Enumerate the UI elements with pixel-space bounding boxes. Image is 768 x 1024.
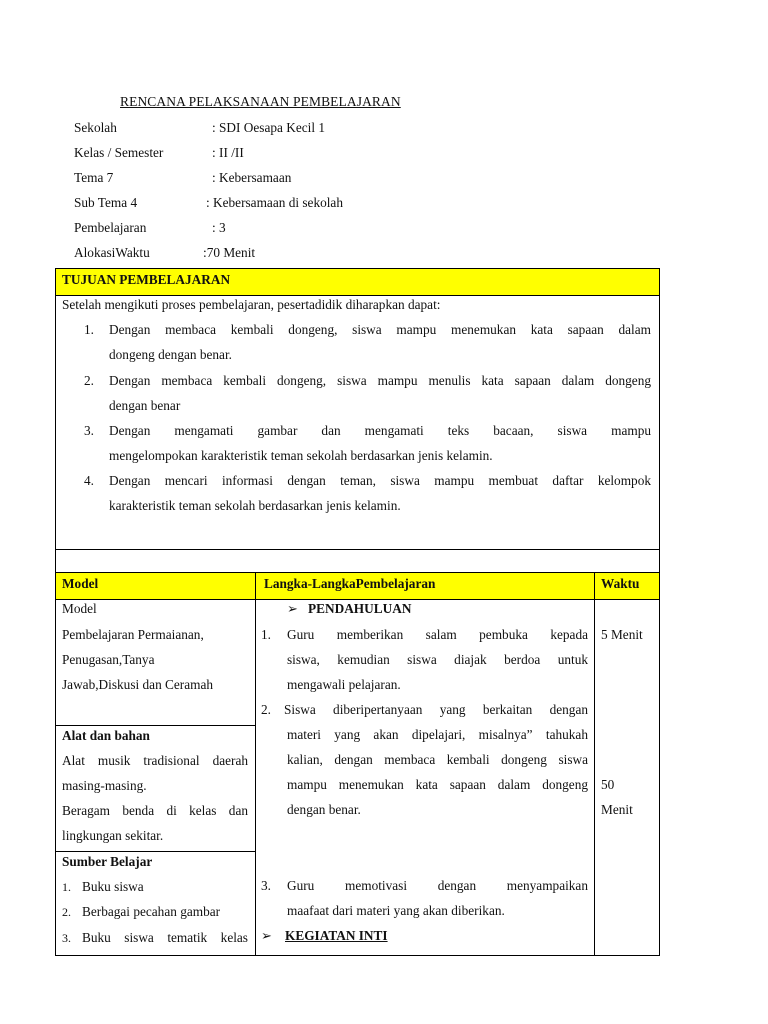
alat-heading: Alat dan bahan (62, 728, 150, 743)
header-waktu: Waktu (601, 576, 640, 591)
identity-value-pembelajaran: : 3 (212, 220, 226, 235)
alat-text: Beragam benda di kelas dan (62, 803, 248, 818)
tujuan-heading: TUJUAN PEMBELAJARAN (62, 272, 231, 287)
column-divider (255, 572, 256, 956)
identity-label-sekolah: Sekolah (74, 120, 117, 135)
step-text: materi yang akan dipelajari, misalnya” tahukah (287, 727, 588, 742)
sumber-heading: Sumber Belajar (62, 854, 153, 869)
step-num: 2. (261, 702, 271, 717)
tujuan-item-num: 4. (84, 473, 94, 488)
step-num: 3. (261, 878, 271, 893)
identity-label-tema: Tema 7 (74, 170, 114, 185)
tujuan-item-num: 1. (84, 322, 94, 337)
arrow-bullet-icon: ➢ (287, 602, 298, 617)
identity-value-subtema: : Kebersamaan di sekolah (206, 195, 343, 210)
column-divider (594, 572, 595, 956)
step-text: mampu menemukan kata sapaan dalam dongeng (287, 777, 588, 792)
row-divider (55, 725, 255, 726)
section-pendahuluan: PENDAHULUAN (308, 601, 412, 616)
row-divider (55, 851, 255, 852)
tujuan-item-line: Dengan mengamati gambar dan mengamati teks bacaan, siswa mampu (109, 423, 651, 438)
tujuan-item-line: Dengan membaca kembali dongeng, siswa mampu menemukan kata sapaan dalam (109, 322, 651, 337)
model-text: Jawab,Diskusi dan Ceramah (62, 677, 214, 692)
page-title: RENCANA PELAKSANAAN PEMBELAJARAN (120, 94, 401, 109)
tujuan-item-line: dengan benar (109, 398, 181, 413)
tujuan-item-line: karakteristik teman sekolah berdasarkan jenis kelamin. (109, 498, 401, 513)
step-text: maafaat dari materi yang akan diberikan. (287, 903, 505, 918)
identity-value-kelas: : II /II (212, 145, 244, 160)
sumber-item-num: 3. (62, 931, 71, 945)
waktu-inti: 50 (601, 777, 615, 792)
identity-label-pembelajaran: Pembelajaran (74, 220, 147, 235)
header-langkah: Langka-LangkaPembelajaran (264, 576, 436, 591)
step-text: siswa, kemudian siswa diajak berdoa untuk (287, 652, 588, 667)
header-model: Model (62, 576, 99, 591)
section-kegiatan-inti: KEGIATAN INTI (285, 928, 388, 943)
model-text: Pembelajaran Permaianan, (62, 627, 204, 642)
step-text: Siswa diberipertanyaan yang berkaitan dengan (284, 702, 588, 717)
tujuan-item-line: Dengan mencari informasi dengan teman, siswa mampu membuat daftar kelompok (109, 473, 651, 488)
tujuan-item-line: mengelompokan karakteristik teman sekolah berdasarkan jenis kelamin. (109, 448, 493, 463)
identity-label-alokasi: AlokasiWaktu (74, 245, 150, 260)
identity-value-sekolah: : SDI Oesapa Kecil 1 (212, 120, 325, 135)
identity-value-tema: : Kebersamaan (212, 170, 292, 185)
sumber-item-num: 1. (62, 880, 71, 894)
sumber-item: Buku siswa tematik kelas (82, 930, 248, 945)
waktu-inti-unit: Menit (601, 802, 633, 817)
alat-text: lingkungan sekitar. (62, 828, 164, 843)
tujuan-intro: Setelah mengikuti proses pembelajaran, pesertadidik diharapkan dapat: (62, 297, 441, 312)
step-text: Guru memotivasi dengan menyampaikan (287, 878, 588, 893)
sumber-item-num: 2. (62, 905, 71, 919)
identity-label-subtema: Sub Tema 4 (74, 195, 138, 210)
alat-text: Alat musik tradisional daerah (62, 753, 248, 768)
alat-text: masing-masing. (62, 778, 147, 793)
sumber-item: Berbagai pecahan gambar (82, 904, 221, 919)
step-text: mengawali pelajaran. (287, 677, 401, 692)
tujuan-item-num: 3. (84, 423, 94, 438)
arrow-bullet-icon: ➢ (261, 929, 272, 944)
tujuan-item-line: Dengan membaca kembali dongeng, siswa mampu menulis kata sapaan dalam dongeng (109, 373, 651, 388)
identity-label-kelas: Kelas / Semester (74, 145, 164, 160)
tujuan-item-line: dongeng dengan benar. (109, 347, 232, 362)
model-text: Model (62, 601, 97, 616)
sumber-item: Buku siswa (82, 879, 144, 894)
tujuan-item-num: 2. (84, 373, 94, 388)
step-text: Guru memberikan salam pembuka kepada (287, 627, 588, 642)
identity-value-alokasi: :70 Menit (203, 245, 256, 260)
model-text: Penugasan,Tanya (62, 652, 155, 667)
step-num: 1. (261, 627, 271, 642)
waktu-pendahuluan: 5 Menit (601, 627, 643, 642)
step-text: dengan benar. (287, 802, 361, 817)
step-text: kalian, dengan membaca kembali dongeng siswa (287, 752, 588, 767)
